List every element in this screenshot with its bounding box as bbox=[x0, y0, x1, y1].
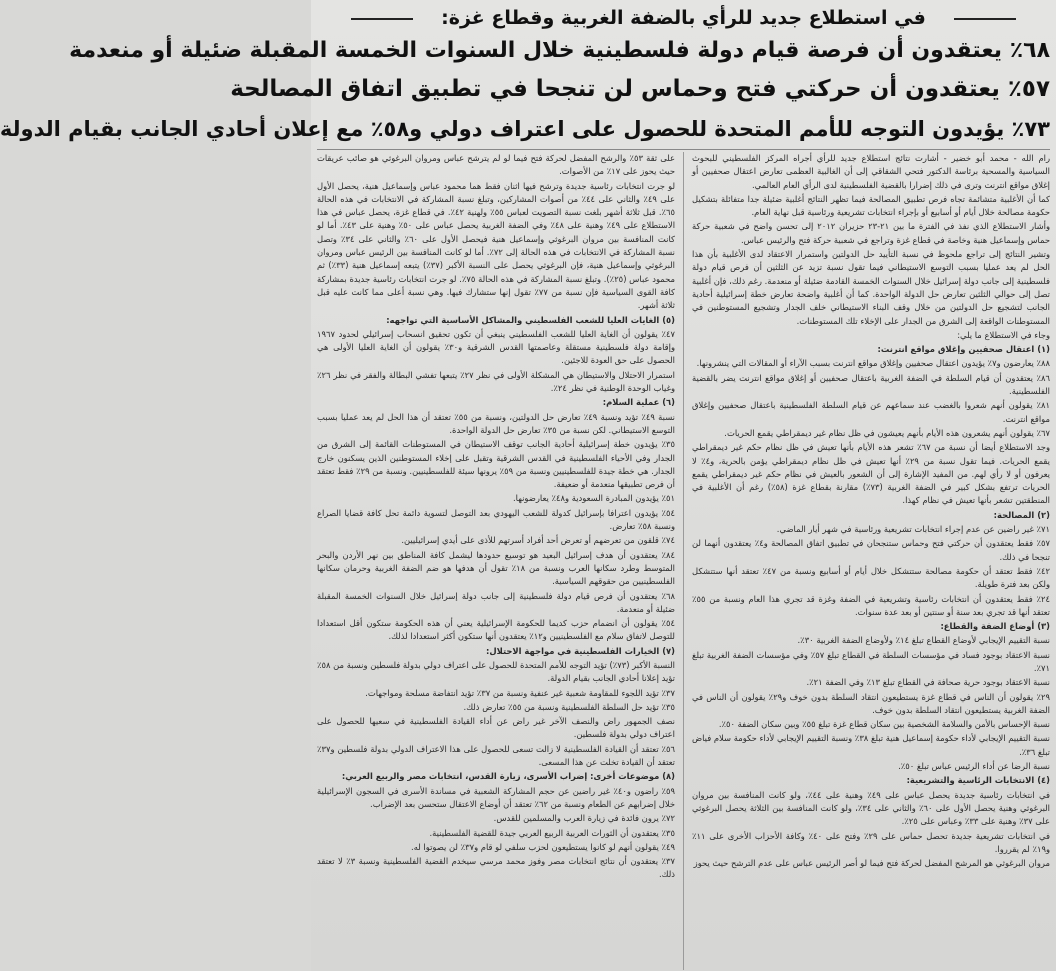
paragraph: ٤٧٪ يقولون أن الغاية العليا للشعب الفلسطيني ينبغي أن تكون تحقيق انسحاب إسرائيلي لحدود ١٩٦٧ وإقامة دولة فلسطينية مستقلة وعاصمتها القدس الشرقية و٣٠٪ يقولون أن الغاية العليا الأولى هي الحصول على حق العودة للاجئين. bbox=[317, 328, 675, 366]
kicker-text: في استطلاع جديد للرأي بالضفة الغربية وقطاع غزة: bbox=[441, 7, 926, 29]
paragraph: (٣) أوضاع الضفة والقطاع: bbox=[940, 621, 1050, 632]
headline-2: ٥٧٪ يعتقدون أن حركتي فتح وحماس لن تنجحا في تطبيق اتفاق المصالحة bbox=[230, 76, 1050, 102]
paragraph: ٥١٪ يؤيدون المبادرة السعودية و٤٨٪ يعارضونها. bbox=[513, 493, 675, 504]
paragraph: نسبة الاعتقاد بوجود حرية صحافة في القطاع تبلغ ١٣٪ وفي الضفة ٢١٪. bbox=[806, 677, 1050, 688]
column-divider bbox=[683, 152, 684, 970]
paragraph: ٢٩٪ يقولون أن الناس في قطاع غزة يستطيعون انتقاد السلطة بدون خوف و٢٩٪ يقولون أن الناس في الضفة الغربية يستطيعون انتقاد السلطة بدون خوف. bbox=[692, 691, 1050, 715]
paragraph: ٦٨٪ يعتقدون أن فرص قيام دولة فلسطينية إلى جانب دولة إسرائيل خلال السنوات الخمسة المقبلة ضئيلة أو منعدمة. bbox=[317, 590, 675, 614]
article-column-left bbox=[317, 152, 675, 970]
paragraph: لو جرت انتخابات رئاسية جديدة وترشح فيها اثنان فقط هما محمود عباس وإسماعيل هنية، يحصل الأول على ٤٩٪ والثاني على ٤٤٪ من أصوات المشاركين، وتبلغ نسبة المشاركة في الانتخابات في هذه الحالة ٦٥٪. قبل ثلاثة أشهر بلغت نسبة التصويت لعباس ٥٥٪ ولهنية ٤٢٪. في قطاع غزة، يحصل عباس في هذا الاستطلاع على ٤٩٪ وهنية على ٤٨٪ وفي الضفة الغربية يحصل عباس على ٥٠٪ وهنية على ٤٣٪. أما لو كانت المنافسة بين مروان البرغوثي وإسماعيل هنية فيحصل الأول على ٦٠٪ والثاني على ٣٤٪ وتصل نسبة المشاركة في الانتخابات في هذه الحالة إلى ٧٢٪. أما لو كانت المنافسة بين الرئيس عباس ومروان البرغوثي وإسماعيل هنية، فإن البرغوثي يحصل على النسبة الأكبر (٣٧٪) يتبعه إسماعيل هنية (٣٣٪) ثم محمود عباس (٢٥٪). وتبلغ نسبة المشاركة في هذه الحالة ٧٥٪. لو جرت انتخابات رئاسية جديدة بمشاركة كافة القوى السياسية فإن نسبة من ٧٧٪ تقول إنها ستشارك فيها. وهي نسبة أعلى مما كانت عليه قبل ثلاثة أشهر. bbox=[317, 180, 676, 311]
paragraph: ٧١٪ غير راضين عن عدم إجراء انتخابات تشريعية ورئاسية في شهر أيار الماضي. bbox=[776, 524, 1050, 535]
paragraph: وأشار الاستطلاع الذي نفذ في الفترة ما بين ٢١-٢٣ حزيران ٢٠١٢ إلى تحسن واضح في شعبية حركة حماس وإسماعيل هنية وخاصة في قطاع غزة وتراجع في شعبية حركة فتح والرئيس عباس. bbox=[692, 221, 1051, 245]
paragraph: النسبة الأكبر (٧٣٪) تؤيد التوجه للأمم المتحدة للحصول على اعتراف دولي بدولة فلسطين ونسبة من ٥٨٪ تؤيد إعلانا أحادي الجانب بقيام الدولة. bbox=[317, 659, 675, 684]
paragraph: في انتخابات تشريعية جديدة تحصل حماس على ٢٩٪ وفتح على ٤٠٪ وكافة الأحزاب الأخرى على ١١٪ و١٩٪ لم يقرروا. bbox=[692, 830, 1050, 854]
paragraph: ٤٩٪ يقولون أنهم لو كانوا يستطيعون لحزب سلفي لو قام و٣٧٪ لن يصوتوا له. bbox=[411, 841, 675, 852]
paragraph: نسبة الرضا عن أداء الرئيس عباس تبلغ ٥٠٪. bbox=[898, 761, 1050, 772]
kicker-line bbox=[317, 4, 1050, 32]
paragraph: ٢٤٪ فقط يعتقدون أن انتخابات رئاسية وتشريعية في الضفة وغزة قد تجري هذا العام ونسبة من ٥٥٪ تعتقد أنها قد تجري بعد سنة أو سنتين أو بعد عدة سنوات. bbox=[692, 593, 1050, 617]
paragraph: مروان البرغوثي هو المرشح المفضل لحركة فتح فيما لو أصر الرئيس عباس على عدم الترشح حيث يحوز bbox=[693, 858, 1050, 869]
paragraph: رام الله - محمد أبو خضير - أشارت نتائج استطلاع جديد للرأي أجراه المركز الفلسطيني للبحوث السياسية والمسحية برئاسة الدكتور فتحي الشقاقي إلى أن الغالبية العظمى تعارض اعتقال صحفيين أو إغلاق مواقع انترنت وترى في ذلك إضرارا بالقضية الفلسطينية لدى الرأي العام العالمي. bbox=[692, 153, 1050, 190]
paragraph: على ثقة ٥٣٪ والرشح المفضل لحركة فتح فيما لو لم يترشح عباس ومروان البرغوثي هو صائب عريقات حيث يحوز على ١٧٪ من الأصوات. bbox=[317, 153, 675, 177]
kicker-rule-right bbox=[954, 18, 1016, 20]
paragraph: ٧٤٪ قلقون من تعرضهم أو تعرض أحد أفراد أسرتهم للأذى على أيدي إسرائيليين. bbox=[401, 535, 675, 546]
paragraph: نسبة التقييم الإيجابي لأداء حكومة إسماعيل هنية تبلغ ٣٨٪ ونسبة التقييم الإيجابي لأداء حكومة سلام فياض تبلغ ٣٦٪. bbox=[692, 733, 1050, 757]
paragraph: ٥٧٪ فقط يعتقدون أن حركتي فتح وحماس ستنجحان في تطبيق اتفاق المصالحة و٤٪ يعتقدون أنهما لن تنجحا في ذلك. bbox=[692, 538, 1050, 562]
headline-3: ٧٣٪ يؤيدون التوجه للأمم المتحدة للحصول على اعتراف دولي و٥٨٪ مع إعلان أحادي الجانب بقيام الدولة bbox=[317, 109, 1050, 150]
paragraph: ٥٤٪ يؤيدون اعترافا بإسرائيل كدولة للشعب اليهودي بعد التوصل لتسوية دائمة تحل كافة قضايا الصراع ونسبة ٥٨٪ تعارض. bbox=[317, 507, 675, 532]
paragraph: ٣٥٪ تؤيد حل السلطة الفلسطينية ونسبة من ٥٥٪ تعارض ذلك. bbox=[463, 701, 675, 712]
paragraph: (٢) المصالحة: bbox=[993, 509, 1050, 520]
paragraph: في انتخابات رئاسية جديدة يحصل عباس على ٤٩٪ وهنية على ٤٤٪، ولو كانت المنافسة بين مروان البرغوثي وهنية يحصل الأول على ٦٠٪ والثاني على ٣٤٪، ولو كانت المنافسة بين الثلاثة يحصل البرغوثي على ٣٧٪ وهنية على ٣٣٪ وعباس على ٢٥٪. bbox=[692, 789, 1050, 827]
headline-1: ٦٨٪ يعتقدون أن فرصة قيام دولة فلسطينية خلال السنوات الخمسة المقبلة ضئيلة أو منعدمة bbox=[69, 38, 1050, 63]
paragraph: ٨١٪ يقولون أنهم شعروا بالغضب عند سماعهم عن قيام السلطة الفلسطينية باعتقال صحفيين وإغلاق مواقع انترنت. bbox=[692, 400, 1050, 424]
paragraph: (٧) الخيارات الفلسطينية في مواجهة الاحتلال: bbox=[485, 645, 675, 656]
paragraph: ٨٨٪ يعارضون و٧٪ يؤيدون اعتقال صحفيين وإغلاق مواقع انترنت بسبب الآراء أو المقالات التي ينشرونها. bbox=[696, 358, 1050, 369]
paragraph: (٦) عملية السلام: bbox=[602, 397, 675, 408]
paragraph: وجد الاستطلاع أيضا أن نسبة من ٦٧٪ تشعر هذه الأيام بأنها تعيش في ظل نظام حكم غير ديمقراطي يقمع الحريات. فيما تقول نسبة من ٢٩٪ أنها تعيش في ظل نظام ديمقراطي يؤمن بالحرية، و٤٪ لا يعرفون أو لا رأي لهم. من المفيد الإشارة إلى أن الشعور بالعيش في نظام حكم غير ديمقراطي يقمع الحريات ترتفع بشكل كبير في الضفة الغربية (٧٣٪) مقارنة بقطاع غزة (٥٨٪) رغم أن الأغلبية في المنطقتين تشعر بأنها تعيش في نظام كهذا. bbox=[692, 442, 1051, 506]
paragraph: نسبة الاعتقاد بوجود فساد في مؤسسات السلطة في القطاع تبلغ ٥٧٪ وفي مؤسسات الضفة الغربية تبلغ ٧١٪. bbox=[692, 649, 1050, 673]
paragraph: نسبة التقييم الإيجابي لأوضاع القطاع تبلغ ١٤٪ ولأوضاع الضفة الغربية ٣٠٪. bbox=[797, 635, 1050, 646]
paragraph: ٥٩٪ راضون و٤٠٪ غير راضين عن حجم المشاركة الشعبية في مساندة الأسرى في السجون الإسرائيلية خلال إضرابهم عن الطعام ونسبة من ٦٢٪ تعتقد أن أوضاع الاعتقال ستحسن بعد الإضراب. bbox=[317, 785, 675, 809]
paragraph: ٨٦٪ يعتقدون أن قيام السلطة في الضفة الغربية باعتقال صحفيين أو إغلاق مواقع انترنت يضر بالقضية الفلسطينية. bbox=[692, 372, 1050, 397]
paragraph: وجاء في الاستطلاع ما يلي: bbox=[957, 329, 1050, 340]
paragraph: ٣٧٪ تؤيد اللجوء للمقاومة شعبية غير عنفية ونسبة من ٣٧٪ تؤيد انتفاضة مسلحة ومواجهات. bbox=[365, 687, 675, 698]
paragraph: استمرار الاحتلال والاستيطان هي المشكلة الأولى في نظر ٢٧٪ يتبعها تفشي البطالة والفقر في نظر ٢٦٪ وغياب الوحدة الوطنية في نظر ٢٤٪. bbox=[317, 369, 675, 394]
paragraph: ٥٦٪ تعتقد أن القيادة الفلسطينية لا زالت تسعى للحصول على هذا الاعتراف الدولي بدولة فلسطين و٣٧٪ تعتقد أن القيادة تخلت عن هذا المسعى. bbox=[317, 743, 675, 768]
paragraph: (٨) موضوعات أخرى: إضراب الأسرى، زيارة القدس، انتخابات مصر والربيع العربي: bbox=[341, 771, 675, 782]
paragraph: كما أن الأغلبية متشائمة تجاه فرص تطبيق المصالحة فيما تظهر النتائج أغلبية ضئيلة جدا متفائلة بتشكيل حكومة مصالحة خلال أيام أو أسابيع أو بإجراء انتخابات تشريعية ورئاسية قبل نهاية العام. bbox=[692, 193, 1050, 218]
paragraph: نصف الجمهور راض والنصف الآخر غير راض عن أداء القيادة الفلسطينية في سعيها للحصول على اعتراف دولي بدولة فلسطين. bbox=[317, 716, 675, 740]
paragraph: ٣٥٪ يؤيدون خطة إسرائيلية أحادية الجانب توقف الاستيطان في المستوطنات القائمة إلى الشرق من الجدار وفي الأحياء الفلسطينية في القدس الشرقية وتقبل على إخلاء المستوطنين الذين يسكنون خارج الجدار. هي خطة جيدة للفلسطينيين ونسبة من ٥٩٪ يرونها سيئة للفلسطينيين. ونسبة من ٢٩٪ فقط تعتقد أن فرص تطبيقها منعدمة أو ضعيفة. bbox=[317, 439, 675, 490]
paragraph: نسبة ٤٩٪ تؤيد ونسبة ٤٩٪ تعارض حل الدولتين، ونسبة من ٥٥٪ تعتقد أن هذا الحل لم يعد عمليا بسبب التوسع الاستيطاني. لكن نسبة من ٣٥٪ تعارض حل الدولة الواحدة. bbox=[317, 411, 675, 435]
paragraph: نسبة الإحساس بالأمن والسلامة الشخصية بين سكان قطاع غزة تبلغ ٥٥٪ وبين سكان الضفة ٥٠٪. bbox=[718, 719, 1050, 730]
paragraph: ٣٥٪ يعتقدون أن الثورات العربية الربيع العربي جيدة للقضية الفلسطينية. bbox=[429, 827, 675, 838]
paragraph: ٨٤٪ يعتقدون أن هدف إسرائيل البعيد هو توسيع حدودها ليشمل كافة المناطق بين نهر الأردن والبحر المتوسط وطرد سكانها العرب ونسبة من ١٨٪ تقول أن هدفها هو ضم الضفة الغربية وحرمان سكانها الفلسطينيين من حقوقهم السياسية. bbox=[317, 549, 675, 587]
article-columns bbox=[317, 152, 1050, 970]
paragraph: (٤) الانتخابات الرئاسية والتشريعية: bbox=[906, 775, 1050, 786]
paragraph: ٧٢٪ يرون فائدة في زيارة العرب والمسلمين للقدس. bbox=[493, 813, 675, 824]
paragraph: (١) اعتقال صحفيين وإغلاق مواقع انترنت: bbox=[877, 344, 1050, 355]
paragraph: ٤٢٪ فقط تعتقد أن حكومة مصالحة ستتشكل خلال أيام أو أسابيع ونسبة من ٤٧٪ تعتقد أنها ستتشكل ولكن بعد فترة طويلة. bbox=[692, 565, 1050, 590]
paragraph: (٥) الغايات العليا للشعب الفلسطيني والمشاكل الأساسية التي تواجهه: bbox=[386, 314, 675, 325]
paragraph: وتشير النتائج إلى تراجع ملحوظ في نسبة التأييد حل الدولتين واستمرار الاعتقاد لدى الأغلبية بأن هذا الحل لم يعد عمليا بسبب التوسع الاستيطاني فيما تقول نسبة تزيد عن الثلثين أن فرص قيام دولة فلسطينية إلى جانب دولة إسرائيل خلال السنوات الخمسة القادمة ضئيلة أو منعدمة. رغم ذلك، فإن أغلبية تصل إلى حوالي الثلثين تعارض حل الدولة الواحدة. كما أن أغلبية واضحة تعارض خطة إسرائيلية أحادية الجانب لتشجيع حل الدولتين من خلال وقف البناء الاستيطاني خلف الجدار وتشجيع المستوطنين في المستوطنات الواقعة إلى الشرق من الجدار على الإخلاء تلك المستوطنات. bbox=[692, 249, 1050, 326]
kicker-rule-left bbox=[351, 18, 413, 20]
paragraph: ٦٧٪ يقولون أنهم يشعرون هذه الأيام بأنهم يعيشون في ظل نظام غير ديمقراطي يقمع الحريات. bbox=[724, 427, 1050, 438]
paragraph: ٣٧٪ يعتقدون أن نتائج انتخابات مصر وفوز محمد مرسي سيخدم القضية الفلسطينية ونسبة ٣٪ لا تعتقد ذلك. bbox=[317, 856, 675, 880]
paragraph: ٥٤٪ يقولون أن انضمام حزب كديما للحكومة الإسرائيلية يعني أن هذه الحكومة ستكون أقل استعدادا للتوصل لاتفاق سلام مع الفلسطينيين و١٢٪ يعتقدون أنها ستكون أكثر استعدادا لذلك. bbox=[317, 618, 675, 642]
article-column-right bbox=[692, 152, 1050, 970]
